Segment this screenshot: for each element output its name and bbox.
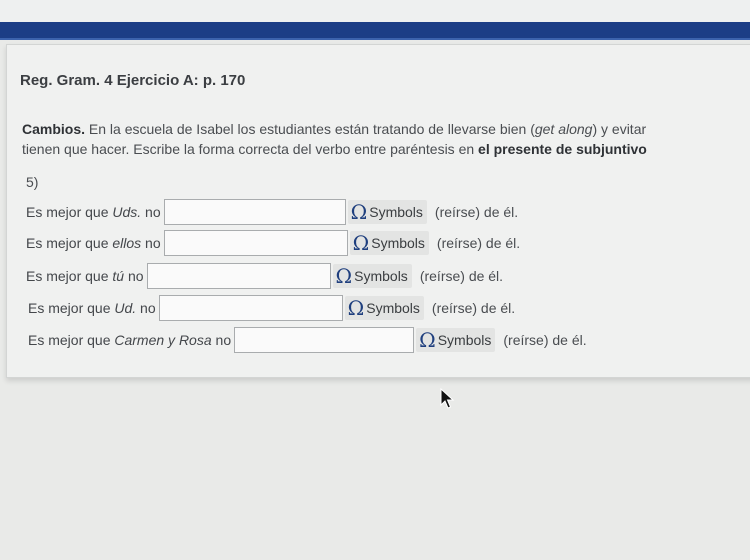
verb-hint: (reírse) de él. bbox=[503, 332, 587, 348]
prompt-subject: ellos bbox=[112, 235, 142, 251]
verb-hint: (reírse) de él. bbox=[436, 235, 521, 251]
prompt-subject: tú bbox=[112, 268, 125, 284]
prompt-prefix: Es mejor que bbox=[28, 300, 115, 316]
mouse-cursor-icon bbox=[440, 388, 456, 410]
exercise-row bbox=[28, 295, 515, 321]
row-prompt bbox=[28, 300, 156, 316]
prompt-subject: Uds. bbox=[112, 204, 142, 220]
row-prompt bbox=[26, 235, 161, 251]
symbols-button[interactable] bbox=[345, 296, 424, 320]
prompt-suffix: no bbox=[141, 204, 161, 220]
omega-icon: Ω bbox=[350, 200, 368, 224]
row-prompt bbox=[28, 332, 231, 348]
instructions-line-2 bbox=[22, 139, 750, 159]
symbols-button[interactable] bbox=[333, 264, 412, 288]
symbols-label: Symbols bbox=[366, 300, 420, 316]
instructions-line-2-text: tienen que hacer. Escribe la forma correcta del verbo entre paréntesis en bbox=[22, 141, 479, 157]
instructions-text-1: En la escuela de Isabel los estudiantes están tratando de llevarse bien ( bbox=[85, 121, 535, 137]
omega-icon: Ω bbox=[335, 264, 353, 288]
verb-hint: (reírse) de él. bbox=[434, 204, 519, 220]
answer-input[interactable] bbox=[164, 199, 346, 225]
answer-input[interactable] bbox=[147, 263, 331, 289]
verb-hint: (reírse) de él. bbox=[419, 268, 504, 284]
prompt-prefix: Es mejor que bbox=[26, 235, 113, 251]
prompt-prefix: Es mejor que bbox=[26, 268, 113, 284]
instructions-lead: Cambios. bbox=[22, 121, 86, 137]
symbols-button[interactable] bbox=[416, 328, 495, 352]
exercise-row bbox=[28, 327, 587, 353]
symbols-label: Symbols bbox=[369, 204, 423, 220]
omega-icon: Ω bbox=[347, 296, 365, 320]
instructions-emphasis: el presente de subjuntivo bbox=[478, 141, 647, 157]
exercise-row bbox=[26, 263, 503, 289]
prompt-prefix: Es mejor que bbox=[26, 204, 113, 220]
row-prompt bbox=[26, 268, 144, 284]
instructions-text-2: ) y evitar bbox=[592, 121, 647, 137]
item-number: 5) bbox=[26, 174, 39, 190]
answer-input[interactable] bbox=[159, 295, 343, 321]
omega-icon: Ω bbox=[352, 231, 370, 255]
answer-input[interactable] bbox=[234, 327, 414, 353]
top-strip bbox=[0, 0, 750, 22]
exercise-title: Reg. Gram. 4 Ejercicio A: p. 170 bbox=[20, 72, 246, 89]
symbols-label: Symbols bbox=[437, 332, 492, 348]
prompt-suffix: no bbox=[141, 235, 161, 251]
exercise-row bbox=[26, 230, 520, 256]
symbols-button[interactable] bbox=[348, 200, 427, 224]
prompt-prefix: Es mejor que bbox=[28, 332, 115, 348]
prompt-subject: Carmen y Rosa bbox=[114, 332, 212, 348]
exercise-row bbox=[26, 199, 518, 225]
row-prompt bbox=[26, 204, 161, 220]
verb-hint: (reírse) de él. bbox=[431, 300, 516, 316]
prompt-suffix: no bbox=[124, 268, 144, 284]
header-bar bbox=[0, 22, 750, 40]
symbols-button[interactable] bbox=[350, 231, 429, 255]
prompt-suffix: no bbox=[136, 300, 156, 316]
prompt-suffix: no bbox=[211, 332, 232, 348]
prompt-subject: Ud. bbox=[114, 300, 137, 316]
instructions-line-1 bbox=[22, 119, 750, 139]
instructions-gloss: get along bbox=[534, 121, 593, 137]
symbols-label: Symbols bbox=[354, 268, 408, 284]
omega-icon: Ω bbox=[419, 328, 436, 352]
symbols-label: Symbols bbox=[371, 235, 425, 251]
answer-input[interactable] bbox=[164, 230, 348, 256]
instructions bbox=[22, 119, 750, 159]
